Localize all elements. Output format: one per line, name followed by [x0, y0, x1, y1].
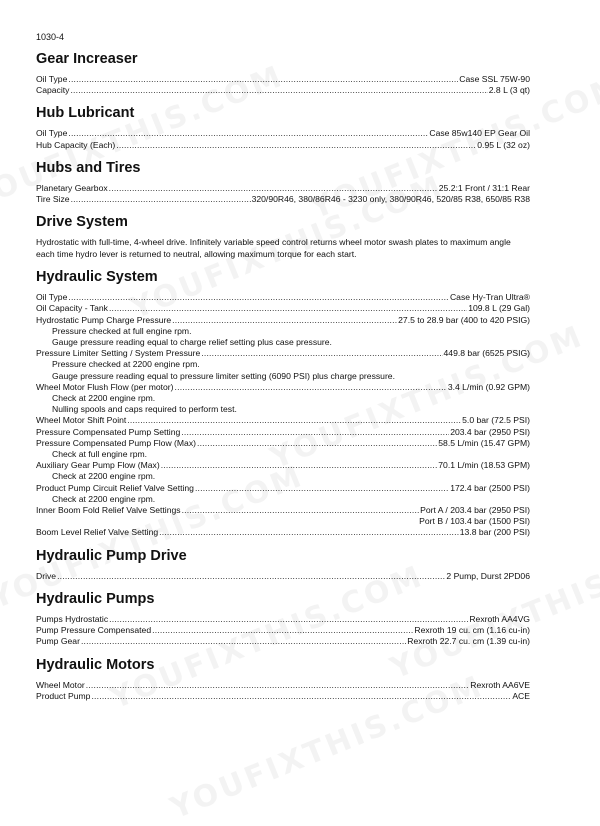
section-title-hub-lubricant: Hub Lubricant	[36, 105, 135, 122]
spec-row	[36, 460, 530, 471]
spec-value: Rexroth AA4VG	[469, 613, 530, 624]
section-title-hubs-tires: Hubs and Tires	[36, 159, 141, 176]
dot-leader	[181, 427, 449, 438]
spec-row	[36, 415, 530, 426]
spec-note: Pressure checked at 2200 engine rpm.	[52, 359, 200, 370]
page-number: 1030-4	[36, 32, 65, 42]
section-title-hydraulic-pumps: Hydraulic Pumps	[36, 590, 155, 607]
dot-leader	[159, 527, 459, 538]
spec-row	[36, 636, 530, 647]
spec-note: Check at 2200 engine rpm.	[52, 493, 156, 504]
spec-label: Boom Level Relief Valve Setting	[36, 527, 159, 538]
spec-label: Tire Size	[36, 194, 70, 205]
spec-value: 70.1 L/min (18.53 GPM)	[438, 460, 530, 471]
spec-value: Rexroth 19 cu. cm (1.16 cu-in)	[414, 625, 530, 636]
dot-leader	[182, 505, 420, 516]
spec-label: Inner Boom Fold Relief Valve Settings	[36, 505, 181, 516]
spec-label: Oil Type	[36, 128, 68, 139]
spec-value: 109.8 L (29 Gal)	[468, 303, 530, 314]
spec-value: 25.2:1 Front / 31:1 Rear	[438, 182, 530, 193]
spec-label: Wheel Motor Shift Point	[36, 415, 127, 426]
spec-value: 320/90R46, 380/86R46 - 3230 only, 380/90R46, 520/85 R38, 650/85 R38	[251, 194, 530, 205]
dot-leader	[86, 680, 470, 691]
spec-value: ACE	[512, 690, 530, 701]
spec-label: Wheel Motor Flush Flow (per motor)	[36, 381, 174, 392]
dot-leader	[109, 303, 467, 314]
spec-row	[36, 438, 530, 449]
spec-label: Product Pump Circuit Relief Valve Setting	[36, 482, 194, 493]
spec-page	[36, 32, 530, 702]
dot-leader	[68, 292, 449, 303]
spec-value: Case SSL 75W-90	[459, 74, 530, 84]
spec-row	[36, 292, 530, 303]
dot-leader	[71, 194, 251, 205]
spec-value: 0.95 L (32 oz)	[477, 139, 530, 150]
spec-row	[36, 691, 530, 702]
dot-leader	[175, 382, 447, 393]
spec-row	[36, 527, 530, 538]
spec-row	[36, 303, 530, 314]
spec-row	[36, 140, 530, 151]
spec-value: Port A / 203.4 bar (2950 PSI)	[420, 505, 530, 516]
spec-label: Hub Capacity (Each)	[36, 139, 116, 150]
spec-value: 58.5 L/min (15.47 GPM)	[438, 437, 530, 448]
dot-leader	[116, 140, 476, 151]
section-title-hydraulic-pump-drive: Hydraulic Pump Drive	[36, 547, 187, 564]
spec-label: Pump Gear	[36, 636, 80, 647]
dot-leader	[109, 614, 468, 625]
spec-label: Pressure Compensated Pump Flow (Max)	[36, 437, 196, 448]
dot-leader	[152, 625, 413, 636]
spec-value: Rexroth 22.7 cu. cm (1.39 cu-in)	[407, 636, 530, 647]
section-title-gear-increaser: Gear Increaser	[36, 51, 138, 67]
spec-note: Check at full engine rpm.	[52, 449, 148, 460]
spec-note: Pressure checked at full engine rpm.	[52, 325, 192, 336]
spec-row	[36, 625, 530, 636]
dot-leader	[109, 183, 438, 194]
spec-row	[36, 483, 530, 494]
drive-system-description: Hydrostatic with full-time, 4-wheel drive. Infinitely variable speed control returns wheel motor swash plates to maximum angle each time hydro lever is returned to neutral, allowing maximum torque for each start.	[36, 237, 511, 259]
spec-label: Drive	[36, 570, 57, 581]
dot-leader	[70, 85, 487, 96]
spec-value: 2.8 L (3 qt)	[488, 85, 530, 96]
dot-leader	[195, 483, 449, 494]
section-title-hydraulic-system: Hydraulic System	[36, 269, 158, 286]
section-title-hydraulic-motors: Hydraulic Motors	[36, 656, 155, 673]
spec-label: Pump Pressure Compensated	[36, 625, 152, 636]
spec-row	[36, 427, 530, 438]
spec-label: Oil Capacity - Tank	[36, 303, 108, 314]
spec-note: Check at 2200 engine rpm.	[52, 393, 156, 404]
spec-label: Auxiliary Gear Pump Flow (Max)	[36, 460, 160, 471]
dot-leader	[197, 438, 437, 449]
spec-value: 27.5 to 28.9 bar (400 to 420 PSIG)	[398, 314, 530, 325]
spec-note: Check at 2200 engine rpm.	[52, 471, 156, 482]
spec-row	[36, 183, 530, 194]
spec-note: Gauge pressure reading equal to pressure limiter setting (6090 PSI) plus charge pressure.	[52, 370, 395, 381]
spec-row	[36, 315, 530, 326]
spec-note: Gauge pressure reading equal to charge relief setting plus case pressure.	[52, 337, 332, 348]
spec-row	[36, 194, 530, 205]
spec-label: Product Pump	[36, 690, 91, 701]
spec-row	[36, 382, 530, 393]
spec-label: Hydrostatic Pump Charge Pressure	[36, 314, 172, 325]
section-title-drive-system: Drive System	[36, 214, 128, 231]
spec-note: Nulling spools and caps required to perform test.	[52, 404, 237, 415]
dot-leader	[172, 315, 397, 326]
spec-label: Pumps Hydrostatic	[36, 613, 109, 624]
spec-value: 203.4 bar (2950 PSI)	[450, 426, 530, 437]
spec-row	[36, 74, 530, 85]
spec-label: Wheel Motor	[36, 679, 85, 690]
spec-value: Case 85w140 EP Gear Oil	[429, 128, 530, 139]
dot-leader	[68, 74, 458, 85]
dot-leader	[57, 571, 445, 582]
spec-label: Capacity	[36, 85, 70, 96]
spec-value: 2 Pump, Durst 2PD06	[446, 570, 530, 581]
spec-value: Rexroth AA6VE	[470, 679, 530, 690]
spec-label: Pressure Limiter Setting / System Pressure	[36, 348, 201, 359]
spec-value: Case Hy-Tran Ultra®	[449, 292, 530, 303]
spec-value: 172.4 bar (2500 PSI)	[450, 482, 530, 493]
spec-row	[36, 85, 530, 96]
spec-label: Pressure Compensated Pump Setting	[36, 426, 181, 437]
spec-label: Oil Type	[36, 74, 68, 84]
dot-leader	[81, 636, 406, 647]
dot-leader	[68, 128, 428, 139]
spec-value: 5.0 bar (72.5 PSI)	[462, 415, 530, 426]
spec-row	[36, 571, 530, 582]
dot-leader	[127, 415, 461, 426]
spec-label: Oil Type	[36, 292, 68, 303]
spec-row	[36, 680, 530, 691]
dot-leader	[201, 348, 442, 359]
dot-leader	[91, 691, 511, 702]
spec-value-continued: Port B / 103.4 bar (1500 PSI)	[419, 516, 530, 527]
spec-value: 449.8 bar (6525 PSIG)	[443, 348, 530, 359]
dot-leader	[161, 460, 438, 471]
spec-row	[36, 348, 530, 359]
spec-value: 13.8 bar (200 PSI)	[459, 527, 530, 538]
spec-label: Planetary Gearbox	[36, 182, 108, 193]
spec-row	[36, 614, 530, 625]
spec-row	[36, 505, 530, 516]
spec-value: 3.4 L/min (0.92 GPM)	[447, 381, 530, 392]
spec-row	[36, 128, 530, 139]
